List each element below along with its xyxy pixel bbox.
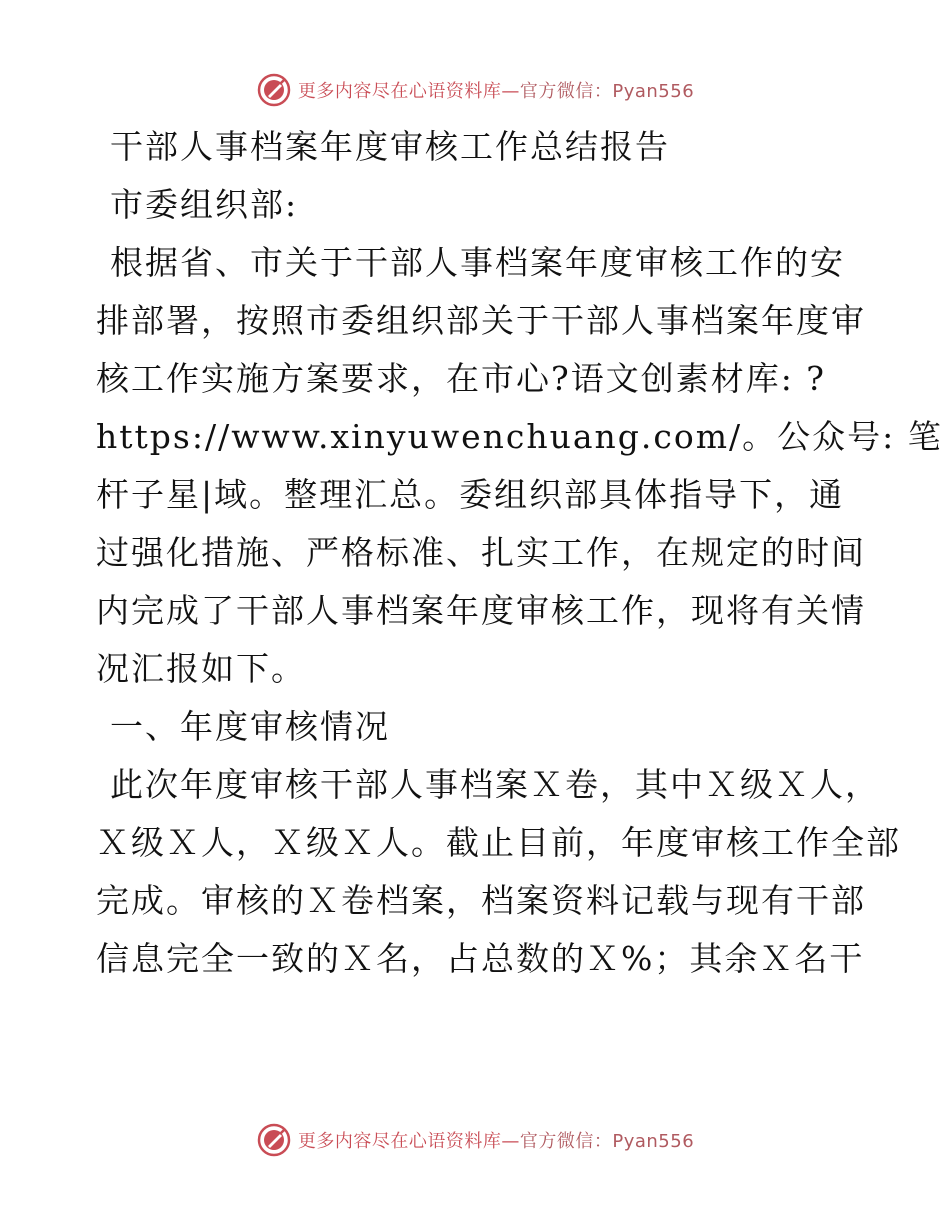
paragraph-line: 杆子星|域。整理汇总。委组织部具体指导下，通 (96, 475, 845, 514)
document-body (96, 118, 943, 988)
paragraph-line: 内完成了干部人事档案年度审核工作，现将有关情 (96, 591, 866, 630)
paragraph-line: 根据省、市关于干部人事档案年度审核工作的安 (110, 243, 845, 282)
paragraph-2 (96, 756, 901, 988)
banner-wechat: 官方微信：Pyan556 (519, 1131, 695, 1152)
paragraph-line: 况汇报如下。 (96, 649, 306, 688)
paragraph-line: 过强化措施、严格标准、扎实工作，在规定的时间 (96, 533, 866, 572)
paragraph-line: 核工作实施方案要求，在市心?语文创素材库: ? (96, 359, 826, 398)
paragraph-line: 排部署，按照市委组织部关于干部人事档案年度审 (96, 301, 866, 340)
footer-banner (0, 1120, 950, 1160)
paragraph-line: Ｘ级Ｘ人，Ｘ级Ｘ人。截止目前，年度审核工作全部 (96, 823, 901, 862)
banner-text: 更多内容尽在心语资料库—官方微信：Pyan556 (297, 1131, 695, 1152)
salutation: 市委组织部: (110, 185, 299, 224)
document-title: 干部人事档案年度审核工作总结报告 (110, 127, 670, 166)
pen-seal-icon (256, 1122, 292, 1158)
paragraph-line: 此次年度审核干部人事档案Ｘ卷，其中Ｘ级Ｘ人， (110, 765, 880, 804)
header-banner (0, 70, 950, 110)
paragraph-1 (96, 234, 943, 698)
section-heading: 一、年度审核情况 (110, 707, 390, 746)
pen-seal-icon (256, 72, 292, 108)
banner-wechat: 官方微信：Pyan556 (519, 81, 695, 102)
paragraph-line: https://www.xinyuwenchuang.com/。公众号: 笔 (96, 417, 943, 456)
paragraph-line: 完成。审核的Ｘ卷档案，档案资料记载与现有干部 (96, 881, 866, 920)
banner-text: 更多内容尽在心语资料库—官方微信：Pyan556 (297, 81, 695, 102)
paragraph-line: 信息完全一致的Ｘ名，占总数的Ｘ%；其余Ｘ名干 (96, 939, 865, 978)
